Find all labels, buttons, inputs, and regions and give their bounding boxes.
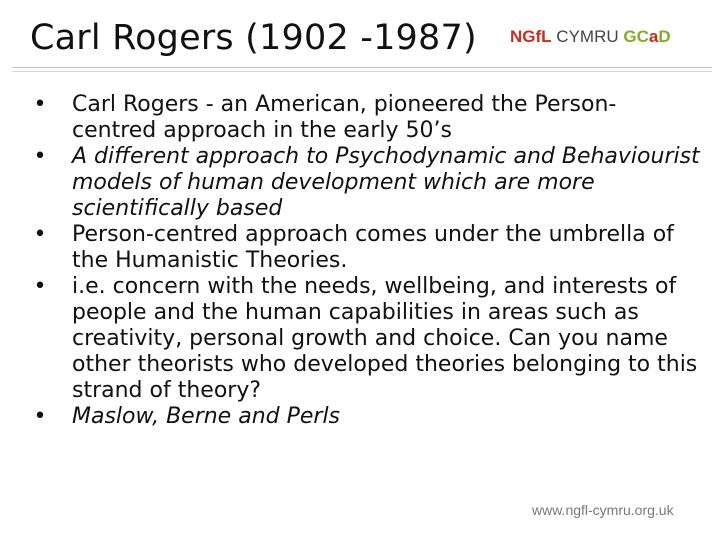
bullet-text: Person-centred approach comes under the umbrella of the Humanistic Theories. xyxy=(72,222,674,273)
bullet-item xyxy=(20,92,700,144)
bullet-text: i.e. concern with the needs, wellbeing, and interests of people and the human capabilities in areas such as creativity, personal growth and choice. Can you name other theorists who developed theories belonging to this strand of theory? xyxy=(72,274,698,403)
bullet-item xyxy=(20,274,700,404)
bullet-item xyxy=(20,404,700,430)
brand-l: L xyxy=(541,27,552,46)
brand-cymru: CYMRU xyxy=(551,27,624,46)
bullet-dot: • xyxy=(33,92,47,117)
bullet-item xyxy=(20,222,700,274)
bullet-dot: • xyxy=(33,274,47,299)
bullet-list xyxy=(20,92,700,430)
bullet-dot: • xyxy=(33,404,47,429)
bullet-dot: • xyxy=(33,144,47,169)
slide-title: Carl Rogers (1902 -1987) xyxy=(30,18,477,58)
bullet-text: Carl Rogers - an American, pioneered the Person-centred approach in the early 50’s xyxy=(72,92,617,143)
brand-ngf: NGf xyxy=(510,27,542,46)
brand-a: a xyxy=(648,27,659,46)
title-divider xyxy=(12,67,712,68)
footer-url: www.ngfl-cymru.org.uk xyxy=(532,502,674,518)
bullet-text: A different approach to Psychodynamic and Behaviourist models of human development which are more scientifically based xyxy=(72,144,700,221)
title-divider-shadow xyxy=(12,71,712,72)
brand-gc: GC xyxy=(623,27,649,46)
bullet-item xyxy=(20,144,700,222)
brand-d: D xyxy=(658,27,671,46)
brand-logo xyxy=(510,27,671,47)
bullet-dot: • xyxy=(33,222,47,247)
bullet-text: Maslow, Berne and Perls xyxy=(72,404,341,429)
